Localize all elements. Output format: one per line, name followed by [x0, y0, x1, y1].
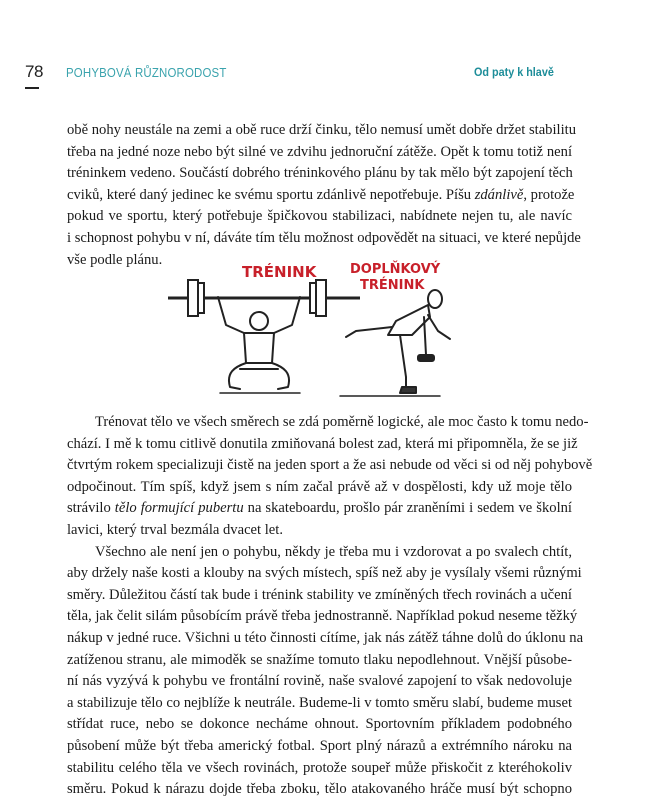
body-text-top	[67, 120, 581, 271]
text-line: čtvrtým rokem specializuji čistě na jeden sport a že asi nebude od věci si od něj pohybově	[67, 457, 593, 474]
label-supplementary-line2: TRÉNINK	[360, 278, 425, 293]
text-line: chází. I mě k tomu citlivě donutila zmiňovaná bolest zad, která mi připomněla, že se již	[67, 435, 578, 452]
text-line	[67, 185, 575, 207]
paragraph-2	[67, 412, 593, 542]
text-line: střídat ruce, nebo se dokonce necháme ohnout. Sportovním příkladem podobného	[67, 716, 572, 733]
text-line: těla, jak čelit silám působícím právě třeba jednostranně. Například pokud neseme těžký	[67, 608, 578, 625]
page-header	[0, 60, 648, 90]
body-text-bottom	[67, 412, 593, 801]
text-line	[67, 498, 572, 520]
text-line: stabilitu celého těla ve všech rovinách, protože soupeř může přiskočit z kteréhokoliv	[67, 759, 572, 776]
text-run: cviků, které daný jedinec ke svému sportu zdánlivě nepotřebuje. Píšu	[67, 186, 475, 203]
text-run: na skateboardu, prošlo pár zraněními i sedem ve školní	[243, 500, 572, 517]
text-line: třeba na jedné noze nebo být silné ve zdvihu jednoruční zátěže. Opět k tomu totiž není	[67, 143, 572, 160]
section-title: POHYBOVÁ RŮZNORODOST	[66, 65, 227, 80]
text-line: nákup v jedné ruce. Všichni u této činnosti cítíme, jak nás zátěž táhne dolů do úklonu na	[67, 629, 584, 646]
text-line: odpočinout. Tím spíš, když jsem s ním začal právě až v dospělosti, kdy už moje tělo	[67, 478, 572, 495]
squat-figure-icon	[218, 297, 300, 393]
text-run: , protože	[523, 186, 575, 203]
text-line: působení může být třeba americký fotbal. Sport plný nárazů a extrémního nároku na	[67, 737, 572, 754]
training-illustration	[160, 255, 480, 400]
text-line: obě nohy neustále na zemi a obě ruce drží činku, tělo nemusí umět dobře držet stabilitu	[67, 122, 576, 138]
text-line: pokud ve sportu, který potřebuje špičkovou stabilizaci, nabídnete nejen tu, ale navíc	[67, 208, 572, 225]
barbell-icon	[168, 280, 360, 316]
single-leg-deadlift-figure-icon	[340, 290, 450, 396]
text-line: i schopnost pohybu v ní, dáváte tím tělu možnost odpovědět na situaci, ve které nepůjde	[67, 229, 581, 246]
italic-emphasis: zdánlivě	[474, 186, 524, 203]
text-line: Trénovat tělo ve všech směrech se zdá poměrně logické, ale moc často k tomu nedo-	[95, 414, 589, 430]
label-supplementary-line1: DOPLŇKOVÝ	[350, 262, 441, 277]
text-run: strávilo	[67, 500, 115, 517]
text-line: směru. Pokud k nárazu dojde třeba zboku, tělo atakovaného hráče musí být schopno	[67, 781, 572, 798]
text-line: tréninkem vedeno. Součástí dobrého tréninkového plánu by tak mělo být zapojení těch	[67, 165, 573, 182]
text-line: a stabilizuje tělo co nejblíže k neutrále. Budeme-li v tomto směru slabí, budeme muset	[67, 694, 572, 711]
text-line: lavici, který trval bezmála dvacet let.	[67, 521, 283, 538]
text-line: vše podle plánu.	[67, 251, 163, 268]
paragraph-1	[67, 120, 581, 271]
text-line: směry. Důležitou částí tak bude i trénink stability ve zmíněných třech rovinách a učení	[67, 586, 572, 603]
text-line: aby držely naše kosti a klouby na svých místech, spíš než aby je vysílaly všemi různými	[67, 565, 582, 582]
paragraph-3	[67, 542, 584, 801]
label-training: TRÉNINK	[242, 263, 317, 281]
italic-emphasis: tělo formující pubertu	[114, 500, 244, 517]
text-line: Všechno ale není jen o pohybu, někdy je třeba mu i vzdorovat a po svalech chtít,	[95, 543, 572, 560]
page-number-underline	[25, 87, 39, 89]
page-number: 78	[25, 62, 43, 81]
text-line: ní nás vyzývá k pohybu ve frontální rovině, naše svalové zapojení to však nedovoluje	[67, 673, 572, 690]
text-line: zatíženou stranu, ale mimoděk se snažíme tomuto tlaku nepodlehnout. Vnější působe-	[67, 651, 572, 668]
chapter-title: Od paty k hlavě	[474, 65, 554, 79]
